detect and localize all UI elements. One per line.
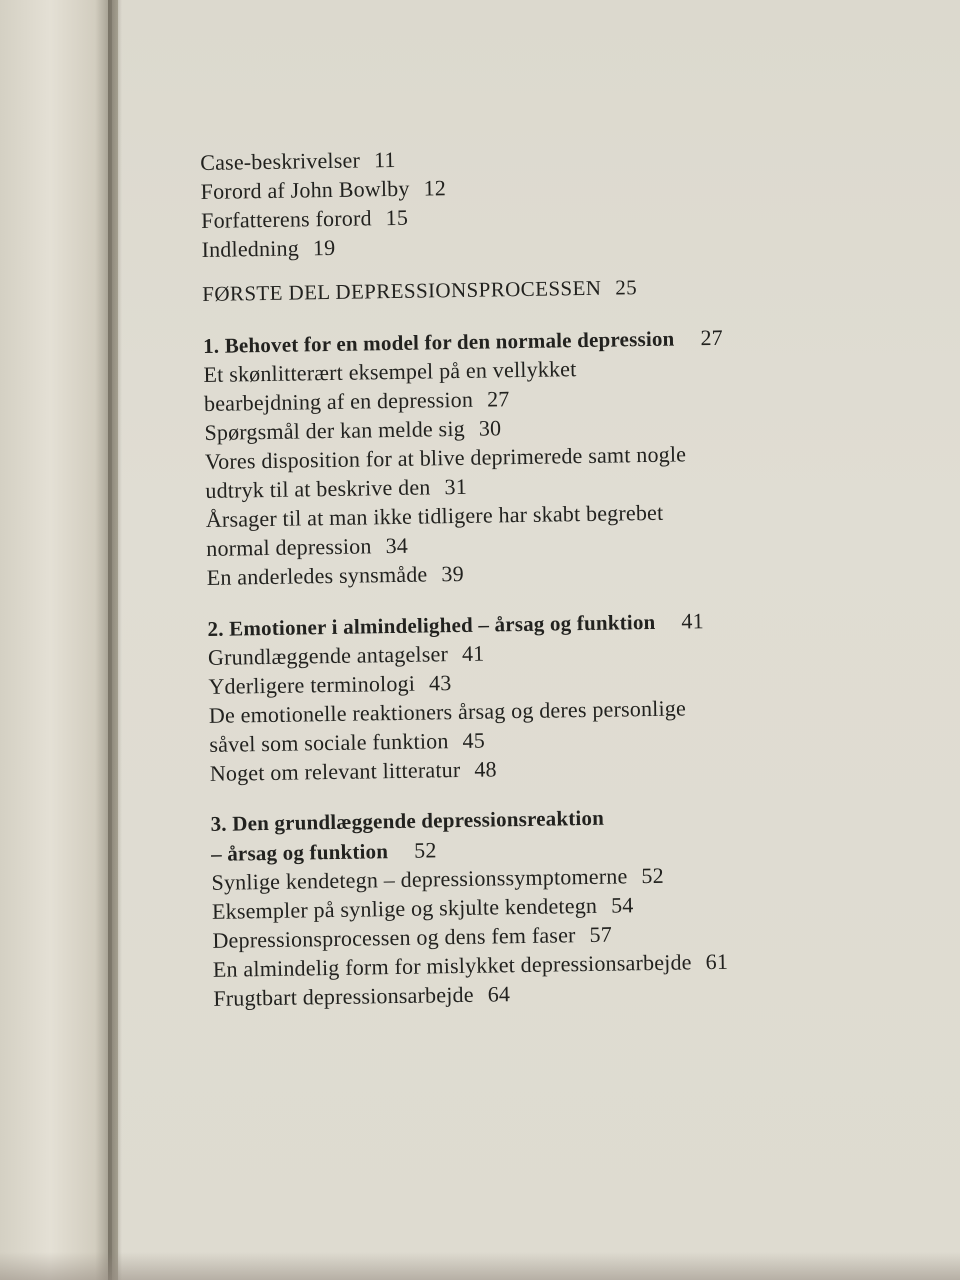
toc-entry-title: Spørgsmål der kan melde sig xyxy=(204,415,466,445)
chapter-title: 3. Den grundlæggende depressionsreaktion xyxy=(210,805,605,836)
chapter-page: 41 xyxy=(681,608,705,634)
toc-entry-page: 52 xyxy=(641,862,665,889)
toc-entry-title: Forord af John Bowlby xyxy=(200,175,410,204)
toc-entry-title: En anderledes synsmåde xyxy=(206,561,428,590)
toc-entry-title: Et skønlitterært eksempel på en vellykket xyxy=(203,356,577,387)
toc-entry-page: 61 xyxy=(705,948,729,975)
toc-entry-page: 57 xyxy=(589,921,613,947)
toc-entry-title: Synlige kendetegn – depressionssymptomerne xyxy=(211,863,628,895)
toc-entry-page: 39 xyxy=(441,560,464,587)
chapter-page: 52 xyxy=(413,837,437,863)
toc-entry-page: 11 xyxy=(373,146,396,173)
toc-entry-title: Årsager til at man ikke tidligere har skabt begrebet xyxy=(205,499,664,532)
toc-entry-title: Yderligere terminologi xyxy=(208,670,416,699)
toc-entry-title: Grundlæggende antagelser xyxy=(207,641,449,670)
toc-entry-page: 19 xyxy=(312,234,336,261)
table-of-contents xyxy=(200,137,914,1013)
toc-entry-title: En almindelig form for mislykket depressionsarbejde xyxy=(212,949,692,982)
toc-entry-title: såvel som sociale funktion xyxy=(209,728,449,757)
toc-entry-page: 15 xyxy=(385,204,409,231)
toc-entry-page: 41 xyxy=(461,640,485,666)
toc-entry-page: 48 xyxy=(474,756,497,782)
toc-entry-title: Eksempler på synlige og skjulte kendetegn xyxy=(211,892,598,924)
table-edge-shadow xyxy=(0,1252,960,1280)
chapter-title-continued: – årsag og funktion xyxy=(210,839,389,866)
toc-entry-page: 34 xyxy=(385,532,409,559)
left-page xyxy=(0,0,112,1280)
toc-entry-page: 64 xyxy=(487,981,511,1007)
chapter-title: 2. Emotioner i almindelighed – årsag og funktion xyxy=(207,609,656,641)
toc-entry-page: 27 xyxy=(486,386,510,412)
book-gutter xyxy=(108,0,122,1280)
toc-entry-title: udtryk til at beskrive den xyxy=(205,474,431,503)
chapter-title: 1. Behovet for en model for den normale depression xyxy=(202,326,675,358)
toc-entry-title: De emotionelle reaktioners årsag og deres personlige xyxy=(208,695,687,728)
toc-entry-title: normal depression xyxy=(206,533,372,561)
toc-entry-page: 12 xyxy=(423,175,447,201)
toc-entry-title: Vores disposition for at blive deprimerede samt nogle xyxy=(204,441,687,474)
toc-entry-title: Forfatterens forord xyxy=(200,205,372,233)
toc-entry-title: Depressionsprocessen og dens fem faser xyxy=(212,922,576,953)
toc-entry-page: 45 xyxy=(462,727,486,753)
toc-entry-title: Case-beskrivelser xyxy=(200,147,361,175)
toc-entry-title: Indledning xyxy=(201,235,300,262)
toc-entry-page: 30 xyxy=(478,415,502,441)
part-title: FØRSTE DEL DEPRESSIONSPROCESSEN xyxy=(202,275,602,306)
chapter-page: 27 xyxy=(700,324,724,351)
toc-entry-page: 31 xyxy=(444,473,468,500)
toc-entry-title: bearbejdning af en depression xyxy=(203,386,474,416)
toc-entry-page: 54 xyxy=(610,892,634,918)
toc-entry-page: 43 xyxy=(428,670,452,696)
part-page: 25 xyxy=(615,275,638,300)
toc-entry-title: Frugtbart depressionsarbejde xyxy=(213,981,474,1011)
toc-entry-title: Noget om relevant litteratur xyxy=(209,756,461,786)
